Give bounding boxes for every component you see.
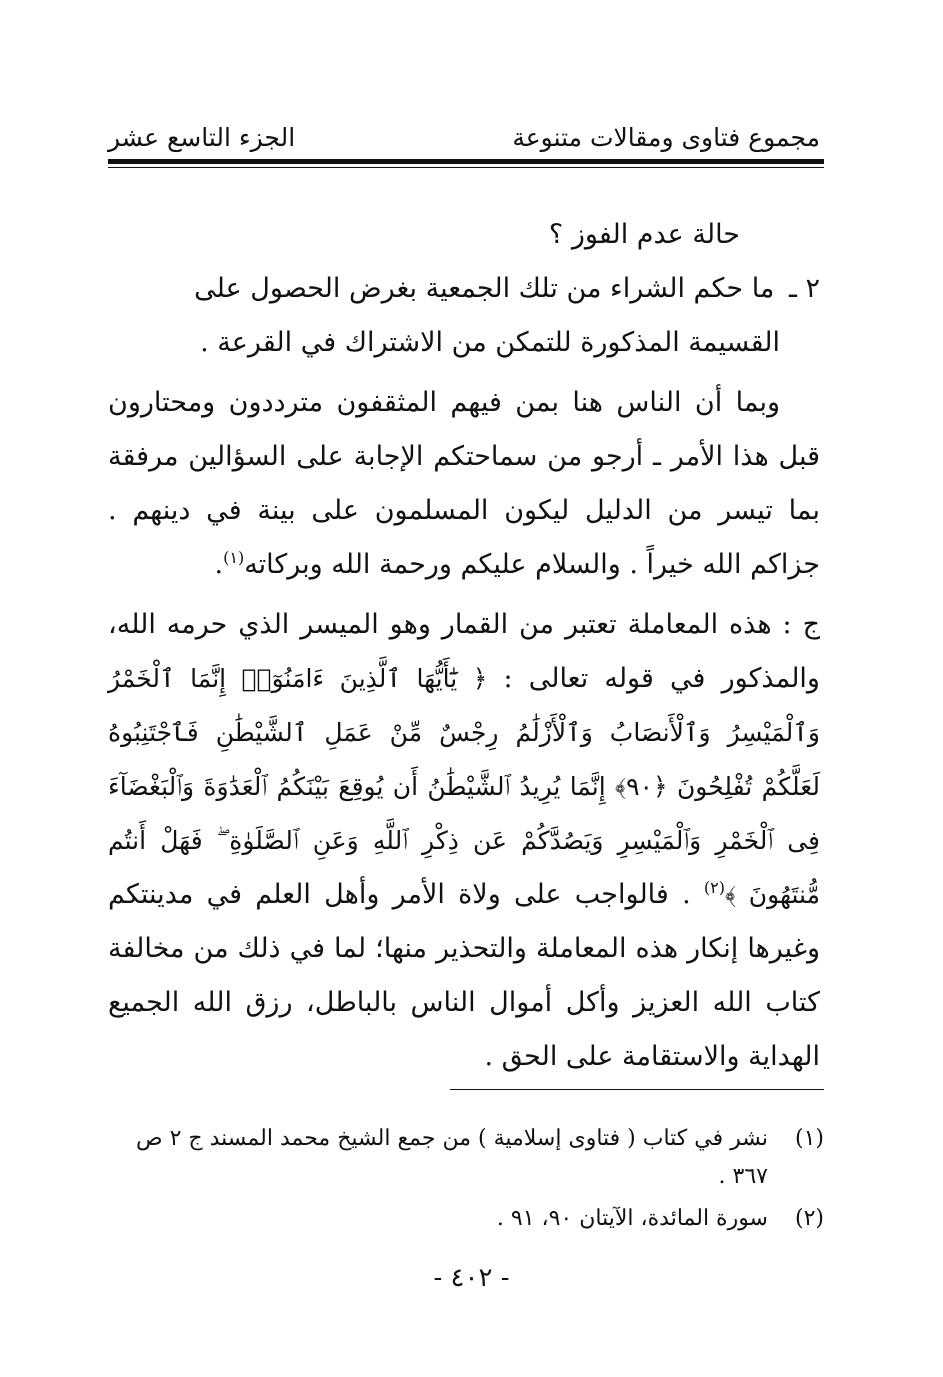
footnote-text: نشر في كتاب ( فتاوى إسلامية ) من جمع الشيخ محمد المسند ج ٢ ص ٣٦٧ .	[136, 1126, 768, 1189]
answer-start: ج : هذه المعاملة تعتبر من القمار وهو الميسر الذي حرمه الله، والمذكور في قوله تعالى :	[108, 609, 820, 694]
running-header	[108, 118, 820, 158]
question2-continuation: القسيمة المذكورة للتمكن من الاشتراك في القرعة .	[200, 327, 780, 358]
question1-tail: حالة عدم الفوز ؟	[548, 219, 740, 250]
footnote-2	[108, 1200, 824, 1238]
main-text	[108, 208, 820, 1084]
answer-end: . فالواجب على ولاة الأمر وأهل العلم في مدينتكم وغيرها إنكار هذه المعاملة والتحذير منها؛ لما في ذلك من مخالفة كتاب الله العزيز وأكل أموال الناس بالباطل، رزق الله الجميع الهداية والاستقامة على الحق .	[108, 879, 820, 1072]
page-number: - ٤٠٢ -	[433, 1263, 510, 1293]
volume-label: الجزء التاسع عشر	[108, 123, 296, 152]
header-rule-thin	[108, 167, 824, 168]
request-text: وبما أن الناس هنا بمن فيهم المثقفون مترددون ومحتارون قبل هذا الأمر ـ أرجو من سماحتكم الإجابة على السؤالين مرفقة بما تيسر من الدليل ليكون المسلمون على بينة في دينهم . جزاكم الله خيراً . والسلام عليكم ورحمة الله وبركاته	[108, 387, 820, 580]
footnote-1	[108, 1120, 824, 1196]
footnotes	[108, 1120, 824, 1242]
question2-number: ٢ ـ	[788, 273, 820, 304]
request-paragraph	[108, 376, 820, 592]
footnote-number: (٢)	[794, 1206, 824, 1231]
footnote-ref-1: (١)	[223, 548, 245, 567]
answer-paragraph	[108, 598, 820, 1084]
header-rule-thick	[108, 159, 824, 164]
footnote-text: سورة المائدة، الآيتان ٩٠، ٩١ .	[496, 1206, 768, 1231]
question2-text: ما حكم الشراء من تلك الجمعية بغرض الحصول على	[194, 273, 775, 304]
request-end: .	[214, 549, 224, 580]
quran-verse: ﴿ يَٰٓأَيُّهَا ٱلَّذِينَ ءَامَنُوٓا۟ إِنَّمَا ٱلْخَمْرُ وَٱلْمَيْسِرُ وَٱلْأَنصَابُ وَٱلْأَزْلَٰمُ رِجْسٌ مِّنْ عَمَلِ ٱلشَّيْطَٰنِ فَٱجْتَنِبُوهُ لَعَلَّكُمْ تُفْلِحُونَ ﴿٩٠﴾ إِنَّمَا يُرِيدُ ٱلشَّيْطَٰنُ أَن يُوقِعَ بَيْنَكُمُ ٱلْعَدَٰوَةَ وَٱلْبَغْضَآءَ فِى ٱلْخَمْرِ وَٱلْمَيْسِرِ وَيَصُدَّكُمْ عَن ذِكْرِ ٱللَّهِ وَعَنِ ٱلصَّلَوٰةِ ۖ فَهَلْ أَنتُم مُّنتَهُونَ ﴾	[108, 664, 820, 909]
footnote-number: (١)	[794, 1126, 824, 1151]
question2	[108, 262, 820, 316]
footnote-separator	[450, 1089, 824, 1090]
footnote-ref-2: (٢)	[703, 878, 726, 897]
book-title: مجموع فتاوى ومقالات متنوعة	[512, 123, 820, 152]
